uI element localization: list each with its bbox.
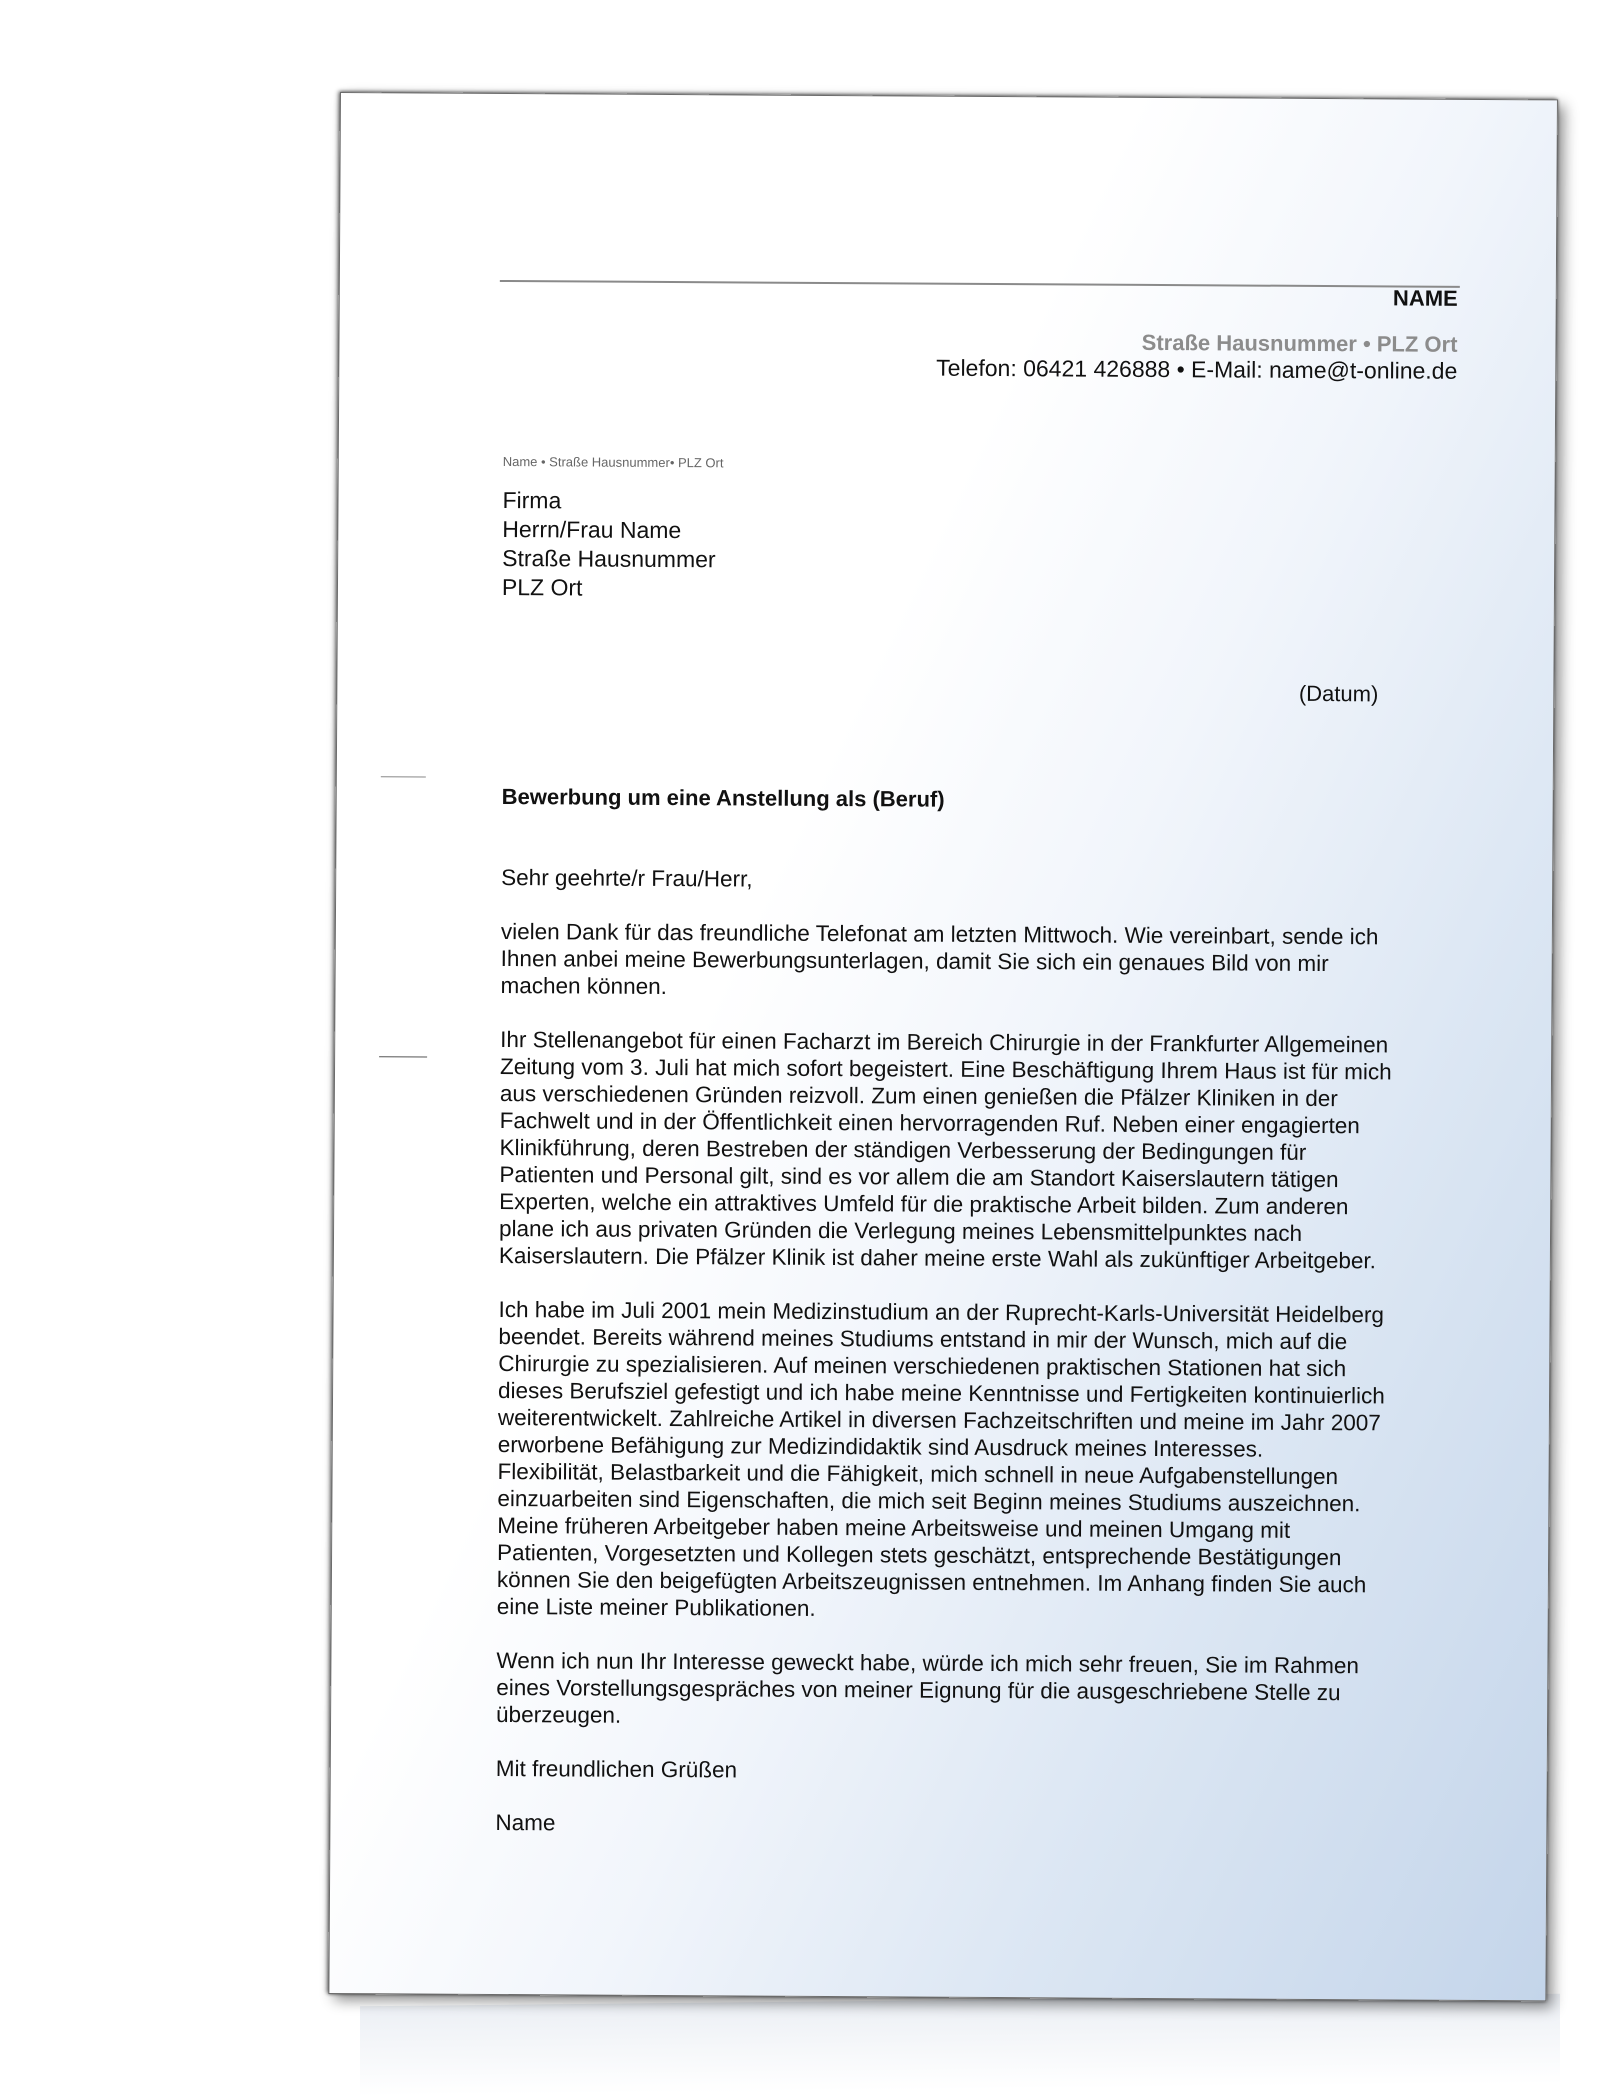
sheet-reflection	[360, 1994, 1560, 2097]
sender-return-line: Name • Straße Hausnummer• PLZ Ort	[502, 454, 724, 471]
letter-subject: Bewerbung um eine Anstellung als (Beruf)	[501, 784, 945, 812]
header-rule	[500, 280, 1460, 288]
closing: Mit freundlichen Grüßen	[495, 1755, 738, 1783]
letterhead-name: NAME	[1392, 285, 1458, 311]
letter-body	[495, 864, 1401, 1868]
letterhead-contact: Telefon: 06421 426888 • E-Mail: name@t-online.de	[936, 354, 1458, 384]
punch-mark	[379, 1056, 427, 1057]
letter-date: (Datum)	[1298, 680, 1379, 707]
paragraph-3: Ich habe im Juli 2001 mein Medizinstudium an der Ruprecht-Karls-Universität Heidelberg beendet. Bereits während meines Studiums entstand in mir der Wunsch, mich auf die Chirurgie zu spezialisieren. Auf meinen verschiedenen praktischen Stationen hat sich dieses Berufsziel gefestigt und ich habe meine Kenntnisse und Fertigkeiten kontinuierlich weiterentwickelt. Zahlreiche Artikel in diversen Fachzeitschriften und meine im Jahr 2007 erworbene Befähigung zur Medizindidaktik sind Ausdruck meines Interesses.	[497, 1296, 1385, 1462]
recipient-person: Herrn/Frau Name	[502, 516, 682, 544]
paragraph-4: Flexibilität, Belastbarkeit und die Fähigkeit, mich schnell in neue Aufgabenstellungen einzuarbeiten sind Eigenschaften, die mich seit Beginn meines Studiums auszeichnen. Meine früheren Arbeitgeber haben meine Arbeitsweise und meinen Umgang mit Patienten, Vorgesetzten und Kollegen stets geschätzt, entsprechende Bestätigungen können Sie den beigefügten Arbeitszeugnissen entnehmen. Im Anhang finden Sie auch eine Liste meiner Publikationen.	[496, 1458, 1367, 1621]
paragraph-5: Wenn ich nun Ihr Interesse geweckt habe, würde ich mich sehr freuen, Sie im Rahmen eines Vorstellungsgespräches von meiner Eignung für die ausgeschriebene Stelle zu überzeugen.	[496, 1647, 1359, 1728]
recipient-company: Firma	[502, 487, 562, 514]
letter-sheet	[328, 92, 1558, 2001]
paragraph-1: vielen Dank für das freundliche Telefonat am letzten Mittwoch. Wie vereinbart, sende ich Ihnen anbei meine Bewerbungsunterlagen, damit Sie sich ein genaues Bild von mir machen können.	[500, 918, 1379, 1000]
salutation: Sehr geehrte/r Frau/Herr,	[501, 864, 753, 892]
letterhead-address: Straße Hausnummer • PLZ Ort	[1141, 329, 1458, 357]
recipient-block	[502, 486, 716, 603]
paragraph-2: Ihr Stellenangebot für einen Facharzt im Bereich Chirurgie in der Frankfurter Allgemeinen Zeitung vom 3. Juli hat mich sofort begeistert. Eine Beschäftigung Ihrem Haus ist für mich aus verschiedenen Gründen reizvoll. Zum einen genießen die Pfälzer Kliniken in der Fachwelt und in der Öffentlichkeit einen hervorragenden Ruf. Neben einer engagierten Klinikführung, deren Bestreben der ständigen Verbesserung der Bedingungen für Patienten und Personal gilt, sind es vor allem die am Standort Kaiserslautern tätigen Experten, welche ein attraktives Umfeld für die praktische Arbeit bilden. Zum anderen plane ich aus privaten Gründen die Verlegung meines Lebensmittelpunktes nach Kaiserslautern. Die Pfälzer Klinik ist daher meine erste Wahl als zukünftiger Arbeitgeber.	[498, 1026, 1392, 1274]
recipient-street: Straße Hausnummer	[502, 544, 716, 573]
fold-mark-top	[381, 776, 426, 777]
signature-name: Name	[495, 1809, 556, 1836]
recipient-city: PLZ Ort	[501, 573, 583, 601]
